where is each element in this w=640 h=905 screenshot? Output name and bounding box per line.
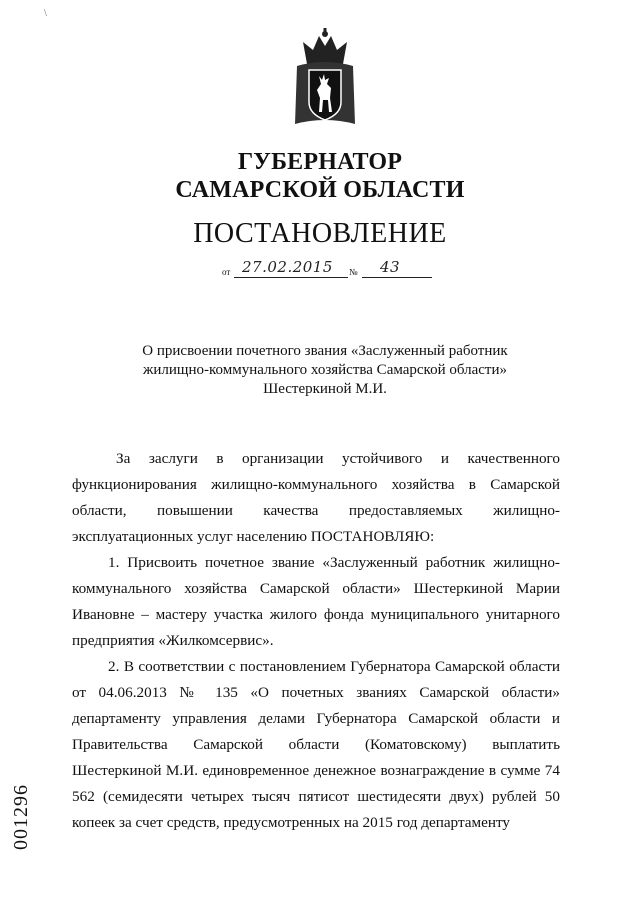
number-underline (362, 277, 432, 278)
handwritten-number: 43 (380, 258, 401, 276)
margin-mark: \ (44, 8, 47, 19)
document-subject (80, 342, 570, 399)
date-label: от (222, 267, 231, 277)
coat-of-arms-emblem (293, 28, 357, 128)
document-type: ПОСТАНОВЛЕНИЕ (193, 218, 447, 249)
issuer-title-line1: ГУБЕРНАТОР (237, 149, 403, 175)
date-number-line (222, 258, 442, 284)
side-serial-number: 001296 (10, 784, 32, 850)
body-paragraph-item-1: 1. Присвоить почетное звание «Заслуженный работник жилищно-коммунального хозяйства Самарской области» Шестеркиной Марии Ивановне – мастеру участка жилого фонда муниципального унитарного предприятия «Жилкомсервис». (72, 554, 560, 649)
date-underline (234, 277, 348, 278)
issuer-title-line2: САМАРСКОЙ ОБЛАСТИ (175, 177, 465, 203)
subject-line: О присвоении почетного звания «Заслуженный работник (142, 343, 508, 359)
number-label: № (349, 267, 358, 277)
document-body (72, 446, 560, 836)
handwritten-date: 27.02.2015 (242, 258, 333, 276)
body-paragraph-item-2: 2. В соответствии с постановлением Губернатора Самарской области от 04.06.2013 № 135 «О почетных званиях Самарской области» департаменту управления делами Губернатора Самарской области и Правительства Самарской области (Коматовскому) выплатить Шестеркиной М.И. единовременное денежное вознаграждение в сумме 74 562 (семидесяти четырех тысяч пятисот шестидесяти двух) рублей 50 копеек за счет средств, предусмотренных на 2015 год департаменту (72, 658, 560, 831)
body-paragraph-preamble: За заслуги в организации устойчивого и качественного функционирования жилищно-коммунального хозяйства в Самарской области, повышении качества предоставляемых жилищно-эксплуатационных услуг населению ПОСТАНОВЛЯЮ: (72, 450, 560, 545)
subject-line: Шестеркиной М.И. (263, 381, 387, 397)
subject-line: жилищно-коммунального хозяйства Самарской области» (143, 362, 507, 378)
